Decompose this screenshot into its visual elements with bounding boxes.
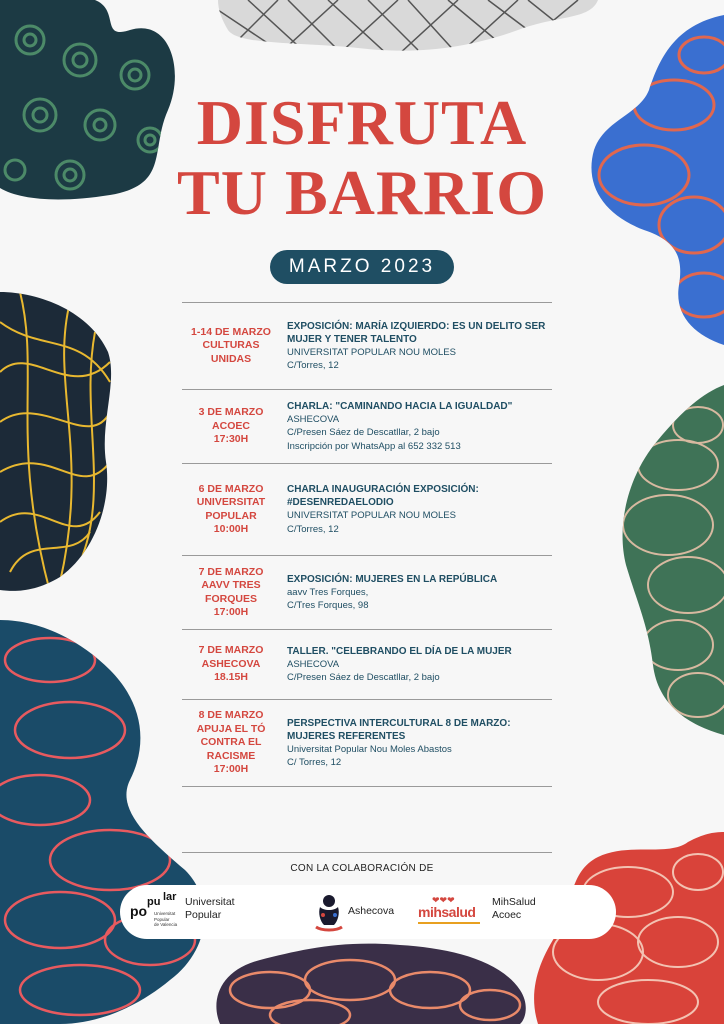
events-list <box>182 302 552 787</box>
event-detail: C/Presen Sáez de Descatllar, 2 bajo <box>287 427 440 439</box>
event-row <box>182 699 552 787</box>
event-info <box>280 303 552 389</box>
event-row <box>182 555 552 629</box>
title-line-1: DISFRUTA <box>196 87 528 158</box>
event-when: 1-14 DE MARZO CULTURAS UNIDAS <box>191 325 271 365</box>
event-info <box>280 390 552 463</box>
universitat-popular-logo <box>130 893 186 933</box>
mihsalud-name: MihSalud Acoec <box>492 896 536 921</box>
poster-title <box>0 88 724 228</box>
event-title: MUJERES REFERENTES <box>287 730 406 742</box>
event-when: 7 DE MARZO ASHECOVA 18.15H <box>198 644 264 684</box>
universitat-popular-name: Universitat Popular <box>185 896 235 921</box>
collaboration-divider <box>182 852 552 853</box>
event-detail: ASHECOVA <box>287 413 340 425</box>
ashecova-logo-icon <box>312 891 346 933</box>
ashecova-name: Ashecova <box>348 905 395 917</box>
event-title: TALLER. "CELEBRANDO EL DÍA DE LA MUJER <box>287 645 512 657</box>
decorative-blob-bottom-center <box>200 940 530 1024</box>
up-mark-pu: pu <box>147 896 161 908</box>
event-when: 8 DE MARZO APUJA EL TÓ CONTRA EL RACISME 17:00H <box>196 709 266 776</box>
mihsalud-hearts-icon: ❤❤❤ <box>432 895 455 905</box>
event-when: 6 DE MARZO UNIVERSITAT POPULAR 10:00H <box>196 482 266 535</box>
event-title: CHARLA INAUGURACIÓN EXPOSICIÓN: <box>287 484 479 495</box>
event-info <box>280 700 552 786</box>
mihsalud-mark: mihsalud <box>418 904 476 920</box>
event-detail: Universitat Popular Nou Moles Abastos <box>287 743 452 755</box>
event-detail: aavv Tres Forques, <box>287 586 369 598</box>
event-detail: C/Tres Forques, 98 <box>287 600 369 611</box>
month-badge: MARZO 2023 <box>270 250 454 284</box>
event-detail: C/Torres, 12 <box>287 523 339 535</box>
event-detail: UNIVERSITAT POPULAR NOU MOLES <box>287 346 456 358</box>
event-detail: UNIVERSITAT POPULAR NOU MOLES <box>287 510 456 521</box>
decorative-blob-right-green <box>618 385 724 735</box>
up-mark-lar: lar <box>163 891 177 903</box>
decorative-blob-left-yellow <box>0 292 118 594</box>
event-title: CHARLA: "CAMINANDO HACIA LA IGUALDAD" <box>287 400 513 412</box>
up-mark-subtitle: Universitat Popular de Valencia <box>154 911 178 927</box>
event-row <box>182 463 552 555</box>
event-when: 7 DE MARZO AAVV TRES FORQUES 17:00H <box>198 565 264 618</box>
event-detail: C/ Torres, 12 <box>287 757 342 768</box>
event-info <box>280 556 552 629</box>
event-when: 3 DE MARZO ACOEC 17:30H <box>198 406 264 446</box>
decorative-blob-top-center <box>218 0 598 58</box>
event-title: #DESENREDAELODIO <box>287 497 394 508</box>
event-title: EXPOSICIÓN: MARÍA IZQUIERDO: ES UN DELITO SER <box>287 320 546 332</box>
event-detail: Inscripción por WhatsApp al 652 332 513 <box>287 440 461 452</box>
event-row <box>182 389 552 463</box>
up-mark-po: po <box>130 903 148 919</box>
event-title: PERSPECTIVA INTERCULTURAL 8 DE MARZO: <box>287 717 511 729</box>
event-detail: ASHECOVA <box>287 658 340 670</box>
mihsalud-underline <box>418 922 480 924</box>
event-title: MUJER Y TENER TALENTO <box>287 333 417 345</box>
collaboration-title: CON LA COLABORACIÓN DE <box>290 863 434 874</box>
event-row <box>182 302 552 389</box>
event-row <box>182 629 552 699</box>
event-title: EXPOSICIÓN: MUJERES EN LA REPÚBLICA <box>287 573 498 585</box>
sponsor-logos-bar <box>120 885 616 939</box>
mihsalud-logo <box>418 895 484 929</box>
event-info <box>280 464 552 555</box>
event-info <box>280 630 552 699</box>
title-line-2: TU BARRIO <box>177 157 547 228</box>
event-detail: C/Presen Sáez de Descatllar, 2 bajo <box>287 672 440 683</box>
event-detail: C/Torres, 12 <box>287 360 339 371</box>
